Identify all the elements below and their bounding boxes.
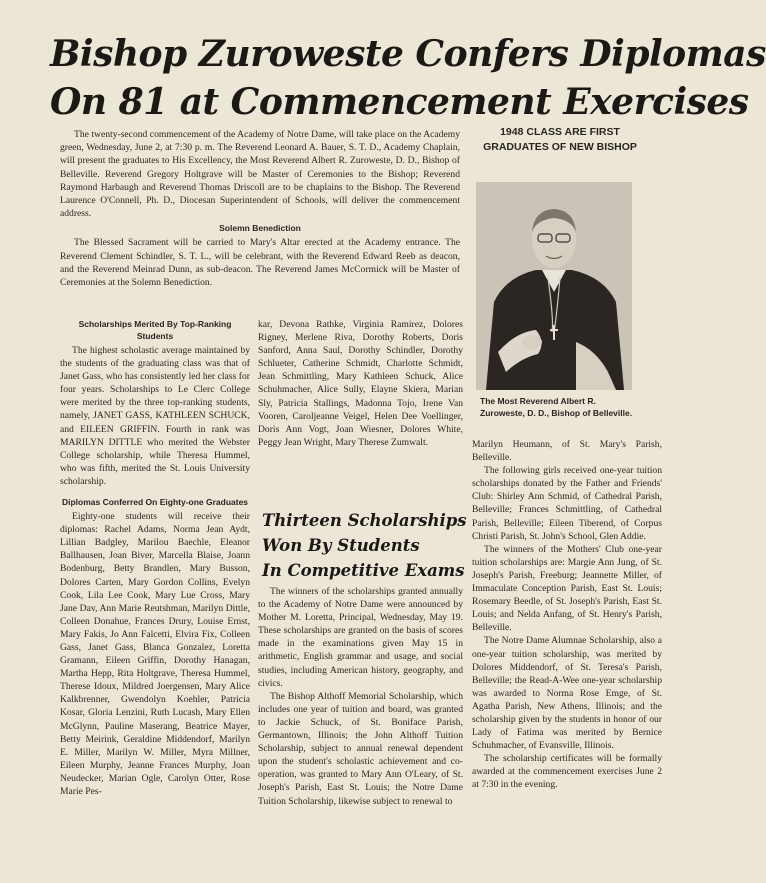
right-column (472, 438, 662, 792)
left-column (60, 318, 250, 798)
thirteen-paragraph-6: The Notre Dame Alumnae Scholarship, also a one-year tuition scholarship, was merited by Dolores Middendorf, of St. Teresa's Parish, Belleville; the Read-A-Wee one-year scholarship was awarded to Norma Rose Emge, of St. Agatha Parish, New Athens, Illinois; and the scholarship given by the students in honor of our Lady of Fatima was merited by Bernice Schuhmacher, of Evansville, Illinois. (472, 635, 662, 752)
intro-paragraph-2: The Blessed Sacrament will be carried to Mary's Altar erected at the Academy entrance. The Reverend Clement Schindler, S. T. L., will be celebrant, with the Reverend Edward Reeb as deacon, and the Reverend Meinrad Dunn, as sub-deacon. The Reverend James McCormick will be Master of Ceremonies at the Solemn Benediction. (60, 237, 460, 289)
photo-caption: The Most Reverend Albert R. Zuroweste, D. D., Bishop of Belleville. (480, 396, 633, 418)
thirteen-headline-line-3: In Competitive Exams (262, 561, 465, 580)
diplomas-paragraph-1: Eighty-one students will receive their diplomas: Rachel Adams, Norma Jean Aydt, Lillian Badgley, Marilou Baechle, Eleanor Ballhausen, Joan Biver, Marcella Blaise, Joann Bodenburg, Betty Brandlen, Mary Busson, Dolores Carten, Mary Gordon Collins, Evelyn Cook, Lila Lee Cook, Mary Lue Cross, Mary Jane Dav, Ann Marie Reutshman, Marilyn Dittle, Colleen Donahue, Frances Drury, Louise Ernst, Mary Fakis, Jo Ann Falcetti, Elvira Fix, Colleen Gass, Janet Gass, Blanca Gonzalez, Loretta Gramann, Eileen Griffin, Dorothy Hanagan, Martha Hepp, Rita Holtgrave, Theresa Hummel, Therese Idoux, Mildred Joergensen, Mary Alice Kalkbrenner, Gwendolyn Koehler, Patricia Kosar, Gloria Lenzini, Ruth Lucash, Mary Ellen McGlynn, Pauline Maserang, Beatrice Mayer, Betty Meirink, Geraldine Middendorf, Marilyn E. Miller, Marilyn W. Miller, Myra Millner, Eileen Murphy, Jeanne Frances Murphy, Joan Neudecker, Marian Ogle, Carolyn Otter, Rose Marie Pes- (60, 511, 250, 797)
intro-paragraph-1: The twenty-second commencement of the Academy of Notre Dame, will take place on the Academy green, Wednesday, June 2, at 7:30 p. m. The Reverend Leonard A. Bauer, S. T. D., Academy Chaplain, will present the graduates to His Excellency, the Most Reverend Albert R. Zuroweste, D. D., Bishop of Belleville. Reverend Gregory Holtgrave will be Master of Ceremonies to the Bishop; Reverend Raymond Harbaugh and Reverend Thomas Driscoll are to be chaplains to the Bishop. The Reverend Laurence O'Connell, Ph. D., Diocesan Superintendent of Schools, will deliver the commencement address. (60, 129, 460, 220)
headline-line-2: On 81 at Commencement Exercises (50, 81, 749, 123)
sidebox-title: 1948 CLASS ARE FIRST GRADUATES OF NEW BISHOP (483, 126, 637, 153)
thirteen-headline-line-1: Thirteen Scholarships (262, 511, 467, 530)
diplomas-paragraph-2: kar, Devona Rathke, Virginia Ramirez, Dolores Rigney, Merlene Riva, Dorothy Roberts, Doris Sanford, Anna Saul, Dorothy Schindler, Dorothy Schlueter, Catherine Schmidt, Charlotte Schmidt, Jean Schmittling, Mary Kathleen Schuck, Alice Schuhmacher, Alice Sully, Elayne Skiera, Marian Sly, Patricia Stallings, Madonna Tojo, Irene Van Vooren, Caroljeanne Veigel, Helen Dee Voellinger, Doris Ann Vogt, Joan Wiesner, Dolores White, Peggy Jean Wright, Mary Therese Zumwalt. (258, 319, 463, 448)
bishop-portrait-photo (476, 182, 632, 390)
thirteen-paragraph-5: The winners of the Mothers' Club one-year tuition scholarships are: Margie Ann Jung, of St. Joseph's Parish, Freeburg; Jeannette Miller, of Immaculate Conception Parish, East St. Louis; Rosemary Beedle, of St. Joseph's Parish, East St. Louis; and Nelda Anfang, of St. Henry's Parish, Belleville. (472, 543, 662, 634)
headline-line-1: Bishop Zuroweste Confers Diplomas (50, 33, 766, 75)
thirteen-scholarships-headline (262, 508, 467, 583)
thirteen-paragraph-4: The following girls received one-year tuition scholarships donated by the Father and Friends' Club: Shirley Ann Schmid, of Cathedral Parish, Belleville; Frances Schmittling, of Cathedral Parish, Belleville; Eileen Tiberend, of Corpus Christi Parish, St. John's School, Glen Addie. (472, 465, 662, 542)
middle-column-bottom (258, 585, 463, 808)
intro-article (60, 128, 460, 289)
thirteen-paragraph-3: Marilyn Heumann, of St. Mary's Parish, Belleville. (472, 439, 662, 464)
thirteen-paragraph-7: The scholarship certificates will be formally awarded at the commencement exercises June 2 at 7:30 in the evening. (472, 753, 662, 791)
thirteen-headline-line-2: Won By Students (262, 536, 420, 555)
solemn-benediction-subhead: Solemn Benediction (219, 223, 301, 234)
middle-column-top (258, 318, 463, 449)
diplomas-subhead: Diplomas Conferred On Eighty-one Graduates (61, 497, 249, 508)
thirteen-paragraph-2: The Bishop Althoff Memorial Scholarship, which includes one year of tuition and board, was granted to Jackie Schuck, of St. Boniface Parish, Germantown, Illinois; the John Althoff Tuition Scholarship, subject to annual renewal dependent upon the student's scholastic achievement and co-operation, was granted to Mary Ann O'Leary, of St. Joseph's Parish, East St. Louis; the Notre Dame Tuition Scholarship, likewise subject to renewal to (258, 690, 463, 807)
scholarships-merited-paragraph: The highest scholastic average maintained by the students of the graduating class was that of Janet Gass, who has consistently led her class for four years. Scholarships to Le Clerc College were merited by the three top-ranking students, namely, JANET GASS, KATHLEEN SCHUCK, and EILEEN GRIFFIN. Fourth in rank was MARILYN DITTLE who merited the Webster College scholarship, while Theresa Hummel, who was fifth, merited the St. Louis University scholarship. (60, 345, 250, 487)
scholarships-merited-subhead: Scholarships Merited By Top-Ranking Students (78, 319, 232, 341)
headline (50, 30, 766, 126)
thirteen-paragraph-1: The winners of the scholarships granted annually to the Academy of Notre Dame were announced by Mother M. Loretta, Principal, Wednesday, May 19. These scholarships are granted on the basis of scores made in the examinations given May 15 in arithmetic, English grammar and usage, and social studies, including American history, geography, and civics. (258, 586, 463, 689)
